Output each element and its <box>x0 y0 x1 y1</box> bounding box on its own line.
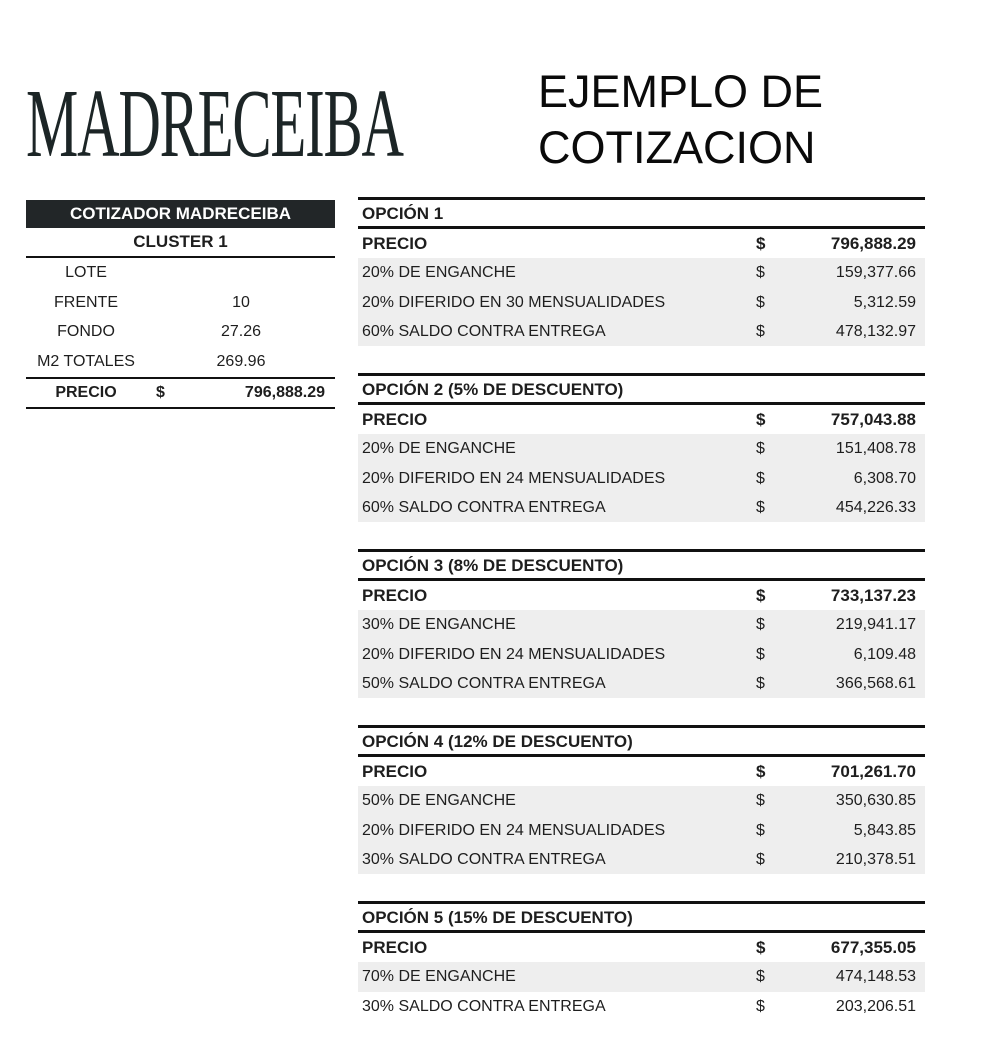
currency-symbol: $ <box>756 762 766 781</box>
spec-row-fondo <box>26 317 335 347</box>
row-value: 733,137.23 <box>830 586 916 605</box>
option-row-saldo <box>358 992 925 1021</box>
currency-symbol: $ <box>756 821 765 839</box>
currency-symbol: $ <box>756 616 765 634</box>
spec-label: FONDO <box>57 323 115 340</box>
document-title-line-1: EJEMPLO DE <box>538 66 824 117</box>
option-row-saldo <box>358 845 925 874</box>
option-row-enganche <box>358 434 925 463</box>
currency-symbol: $ <box>756 264 765 282</box>
option-row-price <box>358 581 925 610</box>
row-value: 6,109.48 <box>853 645 916 663</box>
option-row-price <box>358 229 925 258</box>
row-label: PRECIO <box>362 938 428 957</box>
spec-row-m2-totales <box>26 347 335 377</box>
option-row-enganche <box>358 610 925 639</box>
row-value: 350,630.85 <box>835 792 916 810</box>
spec-row-lote <box>26 258 335 288</box>
row-label: 20% DIFERIDO EN 24 MENSUALIDADES <box>362 821 666 839</box>
spec-value: 269.96 <box>216 352 266 370</box>
spec-row-frente <box>26 288 335 318</box>
row-label: 30% SALDO CONTRA ENTREGA <box>362 997 606 1015</box>
row-value: 159,377.66 <box>835 264 916 282</box>
row-label: 60% SALDO CONTRA ENTREGA <box>362 498 606 516</box>
option-title: OPCIÓN 1 <box>358 197 925 229</box>
row-label: PRECIO <box>362 762 428 781</box>
option-row-diferido <box>358 464 925 493</box>
option-row-price <box>358 933 925 962</box>
option-row-price <box>358 405 925 434</box>
option-row-diferido <box>358 288 925 317</box>
option-title: OPCIÓN 3 (8% DE DESCUENTO) <box>358 549 925 581</box>
option-1-table <box>358 197 925 346</box>
spec-value: 27.26 <box>220 323 262 340</box>
option-row-saldo <box>358 493 925 522</box>
row-value: 454,226.33 <box>835 498 916 516</box>
option-title: OPCIÓN 2 (5% DE DESCUENTO) <box>358 373 925 405</box>
row-label: 50% DE ENGANCHE <box>362 792 516 810</box>
option-row-enganche <box>358 258 925 287</box>
cotizador-panel <box>26 200 335 409</box>
row-value: 757,043.88 <box>830 410 916 429</box>
row-value: 677,355.05 <box>830 938 916 957</box>
option-row-diferido <box>358 640 925 669</box>
currency-symbol: $ <box>756 322 765 340</box>
spec-value: 10 <box>232 293 250 311</box>
row-label: 20% DIFERIDO EN 24 MENSUALIDADES <box>362 469 666 487</box>
option-row-diferido <box>358 816 925 845</box>
row-label: 70% DE ENGANCHE <box>362 968 516 986</box>
option-row-price <box>358 757 925 786</box>
row-value: 210,378.51 <box>835 850 916 868</box>
row-label: PRECIO <box>362 234 428 253</box>
row-label: 20% DIFERIDO EN 24 MENSUALIDADES <box>362 645 666 663</box>
option-row-enganche <box>358 962 925 991</box>
row-value: 151,408.78 <box>835 440 916 458</box>
currency-symbol: $ <box>756 938 766 957</box>
currency-symbol: $ <box>756 645 765 663</box>
currency-symbol: $ <box>756 440 765 458</box>
currency-symbol: $ <box>756 498 765 516</box>
currency-symbol: $ <box>756 234 766 253</box>
row-label: PRECIO <box>362 410 428 429</box>
row-value: 6,308.70 <box>853 469 916 487</box>
cotizador-header: COTIZADOR MADRECEIBA <box>26 200 335 228</box>
option-row-saldo <box>358 669 925 698</box>
document-title-line-2: COTIZACION <box>538 122 816 173</box>
document-title <box>538 64 838 176</box>
row-value: 366,568.61 <box>835 674 916 692</box>
cotizador-price-row <box>26 377 335 409</box>
currency-symbol: $ <box>756 792 765 810</box>
spec-label: M2 TOTALES <box>37 352 135 370</box>
row-label: 30% DE ENGANCHE <box>362 616 516 634</box>
row-label: 50% SALDO CONTRA ENTREGA <box>362 674 606 692</box>
row-value: 478,132.97 <box>835 322 916 340</box>
row-label: 60% SALDO CONTRA ENTREGA <box>362 322 606 340</box>
currency-symbol: $ <box>756 968 765 986</box>
row-label: 20% DE ENGANCHE <box>362 440 516 458</box>
brand-logo: MADRECEIBA <box>26 70 403 178</box>
option-title: OPCIÓN 5 (15% DE DESCUENTO) <box>358 901 925 933</box>
currency-symbol: $ <box>756 997 765 1015</box>
option-title: OPCIÓN 4 (12% DE DESCUENTO) <box>358 725 925 757</box>
row-value: 5,843.85 <box>853 821 916 839</box>
option-2-table <box>358 373 925 522</box>
currency-symbol: $ <box>756 850 765 868</box>
price-value: 796,888.29 <box>244 384 325 401</box>
row-value: 219,941.17 <box>835 616 916 634</box>
spec-label: LOTE <box>65 264 107 281</box>
option-row-enganche <box>358 786 925 815</box>
option-3-table <box>358 549 925 698</box>
currency-symbol: $ <box>756 586 766 605</box>
row-value: 203,206.51 <box>835 997 916 1015</box>
row-label: 20% DIFERIDO EN 30 MENSUALIDADES <box>362 293 666 311</box>
option-4-table <box>358 725 925 874</box>
currency-symbol: $ <box>156 384 165 401</box>
currency-symbol: $ <box>756 674 765 692</box>
option-row-saldo <box>358 317 925 346</box>
price-label: PRECIO <box>55 384 117 401</box>
row-value: 796,888.29 <box>830 234 916 253</box>
row-value: 5,312.59 <box>853 293 916 311</box>
currency-symbol: $ <box>756 293 765 311</box>
option-5-table <box>358 901 925 1021</box>
row-label: 30% SALDO CONTRA ENTREGA <box>362 850 606 868</box>
row-label: 20% DE ENGANCHE <box>362 264 516 282</box>
currency-symbol: $ <box>756 469 765 487</box>
row-label: PRECIO <box>362 586 428 605</box>
currency-symbol: $ <box>756 410 766 429</box>
cluster-label: CLUSTER 1 <box>26 228 335 258</box>
row-value: 701,261.70 <box>830 762 916 781</box>
spec-label: FRENTE <box>54 293 118 311</box>
row-value: 474,148.53 <box>835 968 916 986</box>
